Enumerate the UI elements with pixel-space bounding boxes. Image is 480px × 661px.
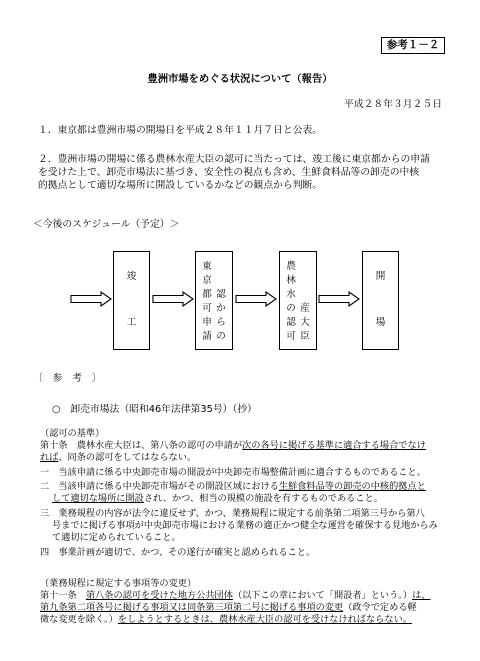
article-10-item-1: 一 当該申請に係る中央卸売市場の開設が中央卸売市場整備計画に適合するものであること。 [40, 467, 426, 478]
text: 微な変更を除く。） [40, 614, 118, 625]
text: （以下この章において「開設者」という。） [232, 590, 413, 601]
flow-char: 可 [286, 331, 296, 342]
report-date: 平成２８年３月２５日 [344, 99, 442, 110]
flow-char: 京 [202, 275, 212, 286]
underlined-text: 第八条の認可を受けた地方公共団体 [85, 590, 233, 601]
item-2-line-3: 的拠点として適切な場所に開設しているかなどの観点から判断。 [38, 180, 323, 191]
article-10-item-2-line-2 [52, 493, 383, 505]
flow-char: 工 [126, 317, 137, 328]
underlined-text: 次の各号に掲げる基準に適合する場合でなけ [242, 440, 426, 451]
underlined-text: をしようとするときは、農林水産大臣の認可を受けなければならない。 [117, 614, 412, 625]
underlined-text: 生鮮食料品等の卸売の中核的拠点と [278, 481, 426, 492]
flow-char: 大 [300, 317, 310, 328]
article-11-line-1 [40, 590, 430, 602]
flow-char: か [216, 303, 226, 314]
article-10-item-3-line-1: 三 業務規程の内容が法令に違反せず、かつ、業務規程に規定する前条第二項第三号から第八 [40, 508, 425, 519]
text: 二 当該申請に係る中央卸売市場がその開設区域における [40, 481, 279, 492]
flow-char: 林 [286, 275, 296, 286]
flow-char: 申 [202, 317, 212, 328]
flow-char: 場 [375, 317, 386, 328]
article-10-item-3-line-3: て適切に定められていること。 [52, 532, 181, 543]
text: （政令で定める軽 [343, 602, 417, 613]
underlined-text: は、 [412, 590, 431, 601]
flow-char: の [286, 303, 296, 314]
arrow-icon [152, 291, 194, 307]
schedule-heading: ＜今後のスケジュール（予定）＞ [33, 219, 180, 230]
text: 第十条 農林水産大臣は、第八条の認可の申請が [40, 440, 243, 451]
flow-char: 農 [286, 261, 296, 272]
flow-step-tokyo-application [195, 251, 233, 350]
flow-char: 臣 [300, 331, 310, 342]
arrow-icon [70, 291, 112, 307]
article-10-line-1 [40, 440, 426, 452]
article-11-line-3 [40, 614, 412, 626]
article-10-item-2 [40, 481, 426, 493]
flow-char: 請 [202, 331, 212, 342]
flow-char: 可 [202, 303, 212, 314]
article-11-line-2 [40, 602, 417, 614]
underlined-text: して適切な場所に開設 [52, 493, 144, 504]
reference-heading: 〔 参 考 〕 [33, 373, 102, 384]
flow-char: 竣 [126, 271, 137, 282]
article-10-item-4: 四 事業計画が適切で、かつ、その遂行が確実と認められること。 [40, 547, 316, 558]
article-10-item-3-line-2: 号までに掲げる事項が中央卸売市場における業務の適正かつ健全な運営を確保する見地からみ [52, 520, 438, 531]
flow-char: 都 [202, 289, 212, 300]
item-1: １．東京都は豊洲市場の開場日を平成２８年１１月７日と公表。 [38, 125, 323, 136]
text: 、同条の認可をしてはならない。 [58, 452, 197, 463]
page-title: 豊洲市場をめぐる状況について（報告） [147, 73, 333, 85]
article-10-line-2 [40, 452, 196, 464]
arrow-icon [318, 291, 360, 307]
flow-char: 認 [216, 289, 226, 300]
flow-step-opening [362, 251, 399, 350]
flow-char: ら [216, 317, 226, 328]
flow-char: 産 [300, 303, 310, 314]
text: され、かつ、相当の規模の施設を有するものであること。 [143, 493, 383, 504]
item-2-line-1: ２．豊洲市場の開場に係る農林水産大臣の認可に当たっては、竣工後に東京都からの申請 [38, 154, 430, 165]
flow-char: の [216, 331, 226, 342]
flow-char: 東 [202, 261, 212, 272]
arrow-icon [235, 291, 277, 307]
article-11-heading: （業務規程に規定する事項等の変更） [40, 578, 197, 589]
flow-char: 開 [375, 271, 386, 282]
reference-badge: 参考１－２ [381, 37, 445, 54]
flow-step-minister-approval [279, 251, 317, 350]
item-2-line-2: を受けた上で、卸売市場法に基づき、安全性の視点も含め、生鮮食料品等の卸売の中核 [38, 167, 420, 178]
underlined-text: れば [40, 452, 59, 463]
underlined-text: 第九条第二項各号に掲げる事項又は同条第三項第二号に掲げる事項の変更 [40, 602, 344, 613]
flow-char: 水 [286, 289, 296, 300]
article-10-heading: （認可の基準） [40, 428, 105, 439]
flow-char: 認 [286, 317, 296, 328]
text: 第十一条 [40, 590, 86, 601]
flow-step-completion [113, 251, 150, 350]
law-title: ○ 卸売市場法（昭和46年法律第35号）（抄） [52, 404, 257, 415]
